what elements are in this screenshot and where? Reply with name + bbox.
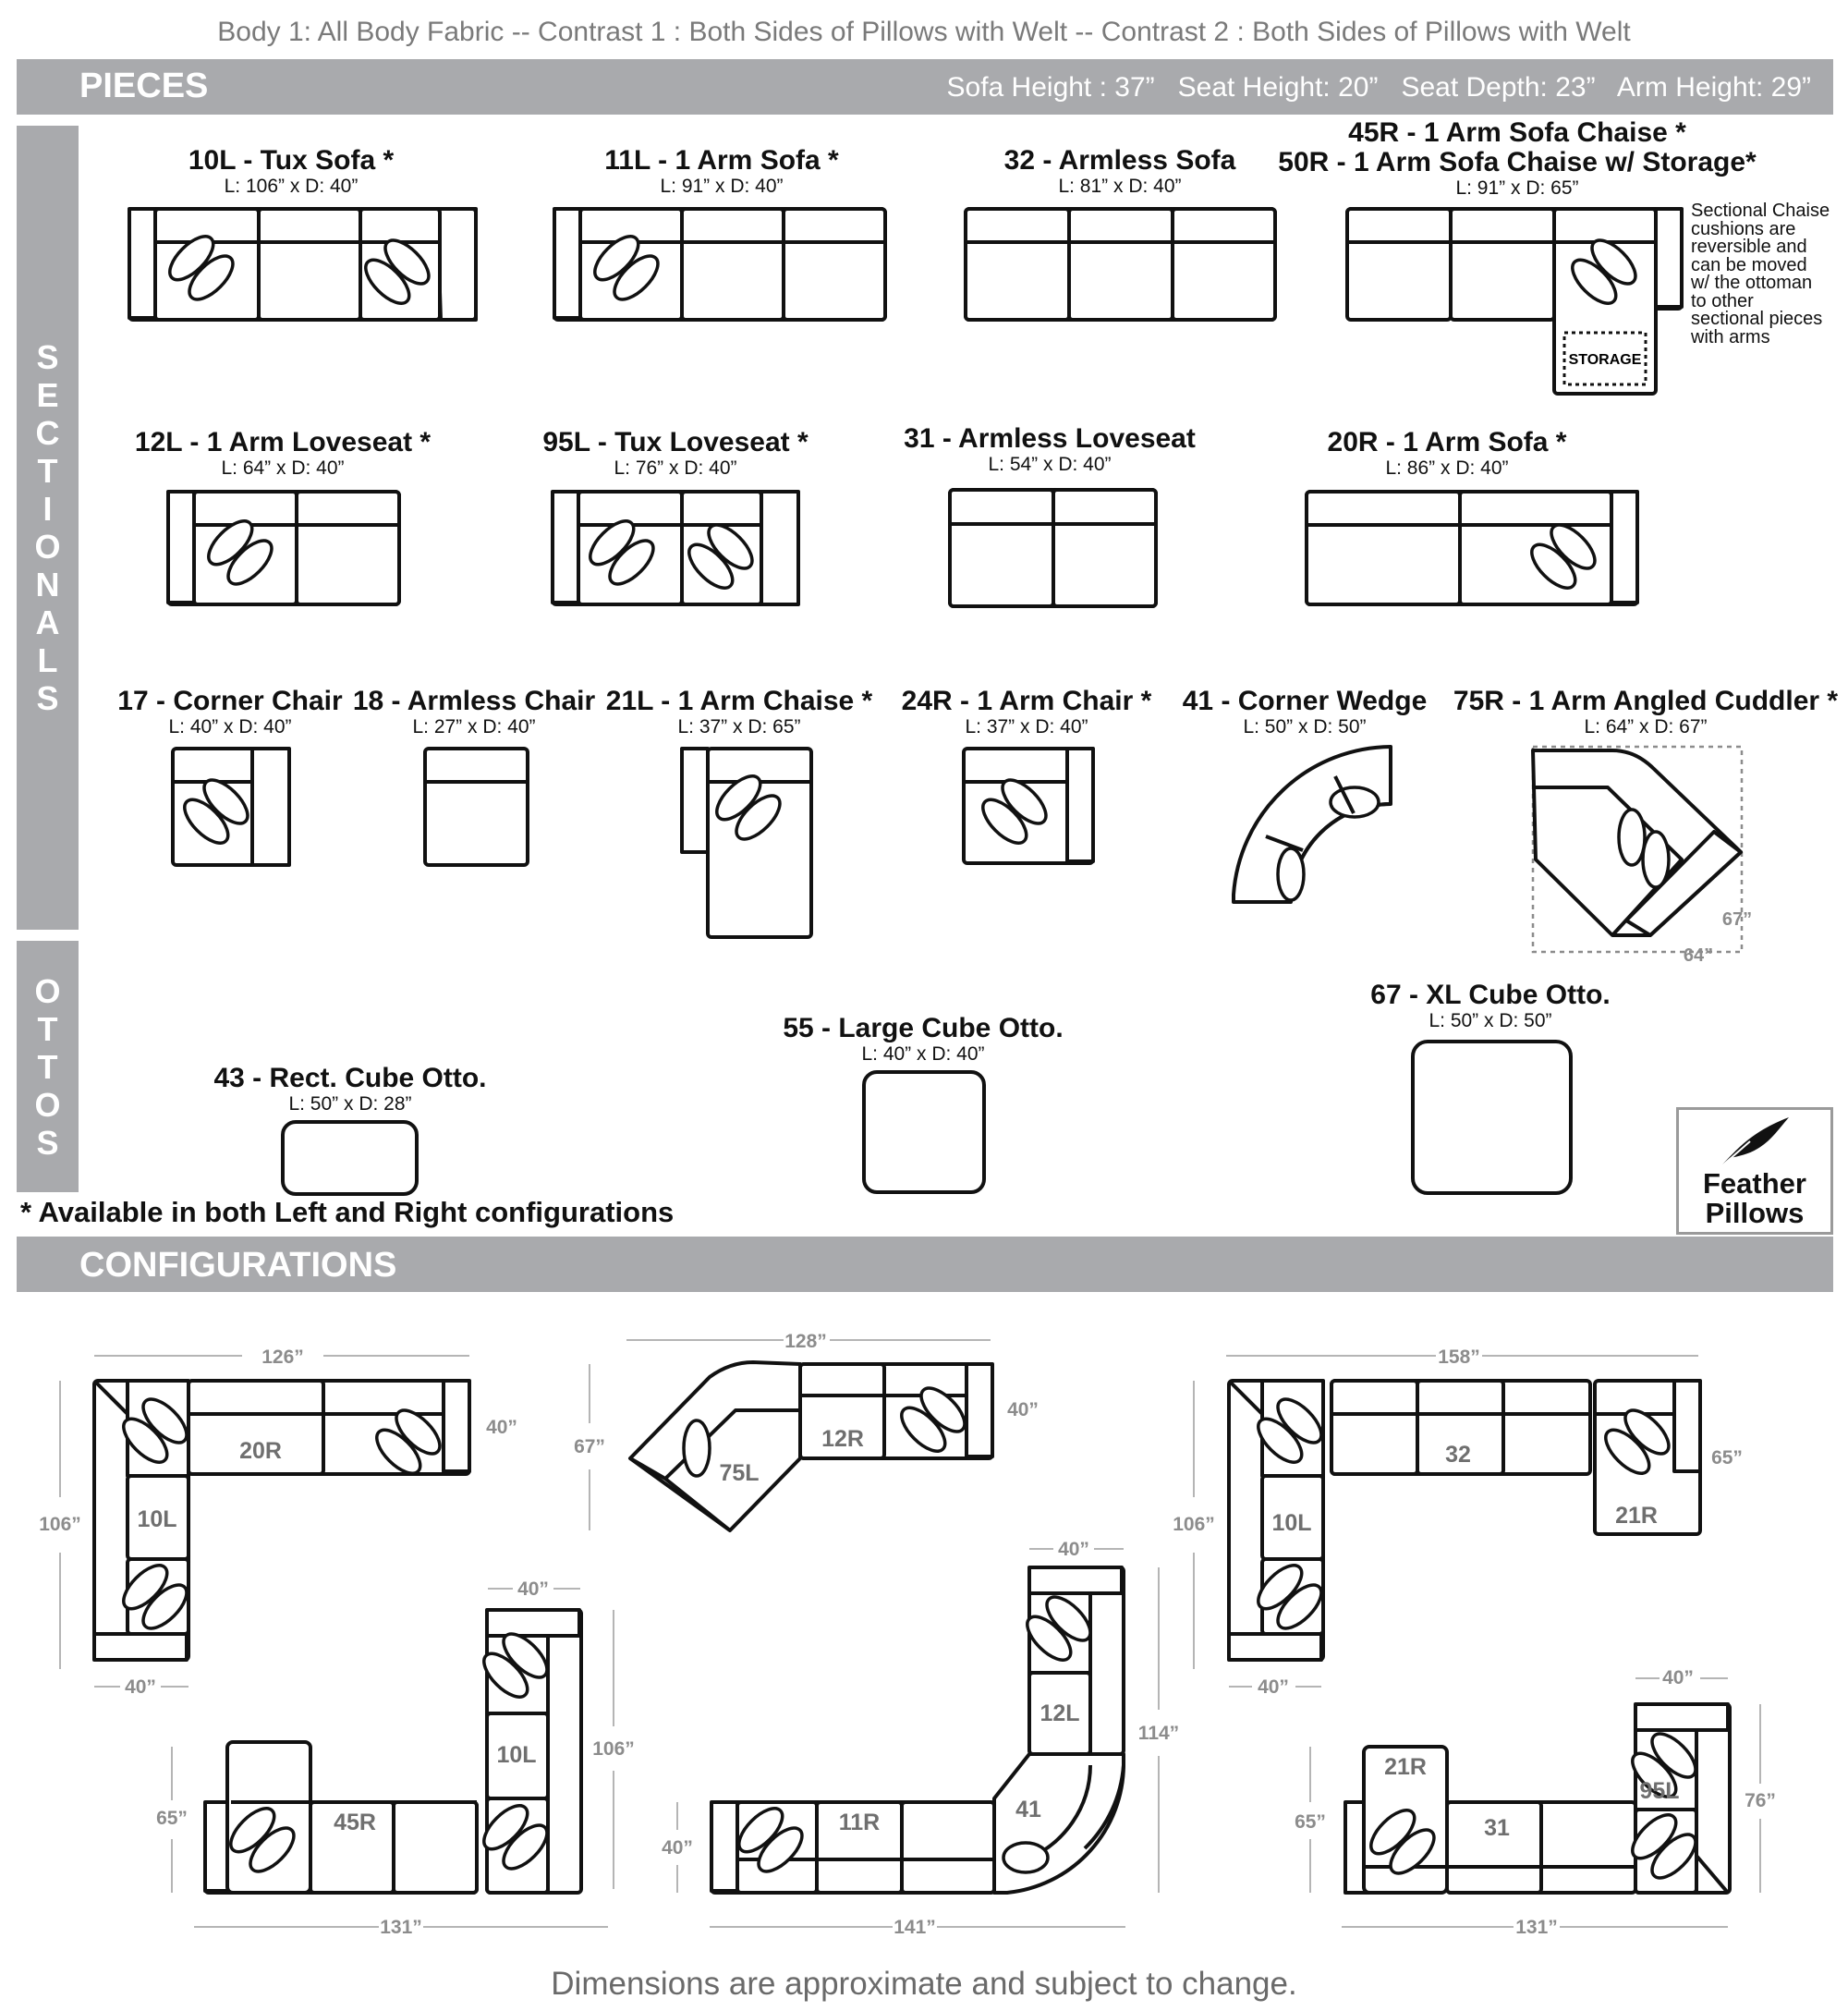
chaise-note-line: w/ the ottoman <box>1691 273 1813 293</box>
fabric-note: Body 1: All Body Fabric -- Contrast 1 : Both Sides of Pillows with Welt -- Contrast 2 : Both Sides of Pillows with Welt <box>217 17 1631 47</box>
dim-label: 40” <box>486 1417 517 1438</box>
config-4 <box>156 1578 635 1938</box>
sectionals-letter: N <box>35 566 60 603</box>
sectionals-letter: A <box>35 603 60 641</box>
sectionals-letter: T <box>37 452 58 490</box>
piece-dims: L: 64” x D: 40” <box>221 457 345 479</box>
piece-title: 67 - XL Cube Otto. <box>1370 980 1611 1010</box>
sectionals-letter: S <box>36 679 59 717</box>
pieces-title: PIECES <box>79 67 209 105</box>
feather-label-1: Feather <box>1703 1167 1806 1200</box>
drawing-43-rect-otto <box>283 1122 417 1194</box>
dim-label: 40” <box>662 1837 693 1859</box>
piece-title: 18 - Armless Chair <box>352 686 596 716</box>
sectionals-letter: I <box>43 490 53 528</box>
config-piece-label: 31 <box>1484 1815 1510 1841</box>
piece-title: 41 - Corner Wedge <box>1182 686 1428 716</box>
chaise-note-line: can be moved <box>1691 254 1807 275</box>
piece-dims: L: 50” x D: 50” <box>1243 716 1367 737</box>
dim-label: 128” <box>784 1331 827 1352</box>
piece-dims: L: 37” x D: 65” <box>677 716 801 737</box>
dim-label: 131” <box>380 1917 422 1938</box>
chaise-note-line: sectional pieces <box>1691 309 1823 329</box>
feather-label-2: Pillows <box>1705 1197 1805 1229</box>
drawing-55-large-otto <box>864 1072 984 1192</box>
piece-dims: L: 50” x D: 50” <box>1429 1010 1552 1031</box>
availability-note: * Available in both Left and Right configurations <box>20 1196 675 1228</box>
piece-dims: L: 40” x D: 40” <box>168 716 292 737</box>
config-5 <box>662 1539 1179 1938</box>
piece-dims: L: 81” x D: 40” <box>1058 176 1182 197</box>
dim-label: 40” <box>1058 1539 1089 1560</box>
piece-dims: L: 27” x D: 40” <box>412 716 536 737</box>
config-piece-label: 95L <box>1639 1778 1680 1804</box>
drawing-18-armless-chair <box>425 749 528 865</box>
dim-label: 40” <box>517 1578 549 1600</box>
sectionals-letter: L <box>37 641 58 679</box>
dim-label: 114” <box>1137 1723 1180 1744</box>
piece-title: 43 - Rect. Cube Otto. <box>213 1063 487 1093</box>
config-piece-label: 10L <box>1271 1510 1312 1536</box>
dim-label: 40” <box>1662 1667 1694 1688</box>
chaise-note-line: to other <box>1691 290 1754 311</box>
piece-title: 20R - 1 Arm Sofa * <box>1327 427 1567 457</box>
sectionals-letter: E <box>36 376 59 414</box>
dim-label: 40” <box>1258 1676 1289 1698</box>
piece-title: 11L - 1 Arm Sofa * <box>604 145 839 176</box>
piece-title: 24R - 1 Arm Chair * <box>901 686 1152 716</box>
dim-label: 65” <box>1295 1811 1326 1833</box>
config-piece-label: 10L <box>496 1742 537 1768</box>
config-1 <box>39 1347 517 1698</box>
piece-dims: L: 37” x D: 40” <box>965 716 1088 737</box>
piece-title: 95L - Tux Loveseat * <box>542 427 808 457</box>
piece-title: 55 - Large Cube Otto. <box>783 1013 1064 1043</box>
chaise-note-line: reversible and <box>1691 237 1807 257</box>
drawing-41-corner-wedge <box>1234 747 1391 902</box>
piece-dims: L: 64” x D: 67” <box>1584 716 1708 737</box>
piece-title: 17 - Corner Chair <box>117 686 343 716</box>
sectionals-letter: S <box>36 338 59 376</box>
cuddler-length-dim: 64” <box>1683 945 1714 966</box>
piece-dims: L: 40” x D: 40” <box>861 1043 985 1065</box>
dim-label: 131” <box>1515 1917 1558 1938</box>
drawing-95L-tux-loveseat <box>553 492 798 604</box>
piece-title: 32 - Armless Sofa <box>1003 145 1236 176</box>
dim-label: 106” <box>1173 1514 1215 1535</box>
drawing-31-armless-loveseat <box>950 490 1156 606</box>
piece-dims: L: 86” x D: 40” <box>1385 457 1509 479</box>
dim-label: 65” <box>156 1808 188 1829</box>
cuddler-depth-dim: 67” <box>1721 909 1753 930</box>
config-piece-label: 12R <box>821 1426 864 1452</box>
sectionals-letter: O <box>34 528 61 566</box>
ottos-letter: S <box>36 1123 59 1162</box>
piece-title: 75R - 1 Arm Angled Cuddler * <box>1453 686 1839 716</box>
dim-label: 141” <box>894 1917 936 1938</box>
drawing-67-xl-otto <box>1413 1042 1571 1193</box>
dim-label: 76” <box>1745 1790 1776 1811</box>
piece-dims: L: 91” x D: 40” <box>660 176 784 197</box>
config-piece-label: 21R <box>1384 1754 1427 1780</box>
piece-dims: L: 54” x D: 40” <box>988 454 1112 475</box>
drawing-20R-one-arm-sofa <box>1307 492 1637 604</box>
dim-label: 67” <box>574 1436 605 1457</box>
drawing-10L-tux-sofa <box>129 209 476 320</box>
drawing-11L-one-arm-sofa <box>554 209 885 320</box>
drawing-75R-angled-cuddler <box>1533 747 1752 966</box>
drawing-17-corner-chair <box>173 749 289 865</box>
ottos-letter: O <box>34 971 61 1010</box>
piece-title-2: 50R - 1 Arm Sofa Chaise w/ Storage* <box>1278 147 1757 177</box>
config-piece-label: 75L <box>719 1460 760 1486</box>
ottos-letter: O <box>34 1085 61 1124</box>
dim-label: 126” <box>261 1347 304 1368</box>
chaise-note-line: cushions are <box>1691 218 1796 239</box>
disclaimer: Dimensions are approximate and subject to change. <box>551 1966 1297 2002</box>
storage-label: STORAGE <box>1568 352 1642 368</box>
drawing-24R-one-arm-chair <box>964 749 1093 863</box>
ottos-letter: T <box>37 1009 58 1048</box>
config-piece-label: 41 <box>1015 1797 1041 1822</box>
drawing-12L-one-arm-loveseat <box>168 492 399 604</box>
piece-title: 21L - 1 Arm Chaise * <box>605 686 873 716</box>
config-piece-label: 32 <box>1445 1442 1471 1468</box>
dim-label: 106” <box>39 1514 81 1535</box>
piece-title: 12L - 1 Arm Loveseat * <box>134 427 432 457</box>
config-piece-label: 12L <box>1040 1700 1080 1726</box>
sectionals-letter: C <box>35 414 60 452</box>
drawing-21L-one-arm-chaise <box>682 749 811 937</box>
dim-label: 40” <box>1007 1399 1039 1420</box>
chaise-note-line: Sectional Chaise <box>1691 201 1830 221</box>
sofa-specs: Sofa Height : 37” Seat Height: 20” Seat Depth: 23” Arm Height: 29” <box>946 72 1811 103</box>
drawing-32-armless-sofa <box>966 209 1275 320</box>
chaise-note-line: with arms <box>1691 326 1770 347</box>
dim-label: 40” <box>125 1676 156 1698</box>
config-piece-label: 45R <box>334 1810 376 1835</box>
config-piece-label: 20R <box>239 1438 282 1464</box>
config-piece-label: 11R <box>838 1810 881 1835</box>
config-piece-label: 10L <box>137 1506 177 1532</box>
piece-dims: L: 50” x D: 28” <box>288 1093 412 1115</box>
config-3 <box>1173 1347 1743 1698</box>
piece-title: 10L - Tux Sofa * <box>188 145 395 176</box>
drawing-45R-sofa-chaise <box>1347 209 1682 394</box>
config-6 <box>1295 1667 1776 1938</box>
piece-dims: L: 91” x D: 65” <box>1455 177 1579 199</box>
dim-label: 65” <box>1711 1447 1743 1469</box>
piece-dims: L: 106” x D: 40” <box>224 176 359 197</box>
piece-title: 45R - 1 Arm Sofa Chaise * <box>1348 117 1686 148</box>
piece-title: 31 - Armless Loveseat <box>904 423 1196 454</box>
piece-dims: L: 76” x D: 40” <box>614 457 737 479</box>
dim-label: 106” <box>592 1738 635 1760</box>
dim-label: 158” <box>1438 1347 1480 1368</box>
config-piece-label: 21R <box>1615 1503 1658 1529</box>
configurations-title: CONFIGURATIONS <box>79 1246 397 1285</box>
config-2 <box>574 1331 1039 1530</box>
ottos-letter: T <box>37 1047 58 1086</box>
